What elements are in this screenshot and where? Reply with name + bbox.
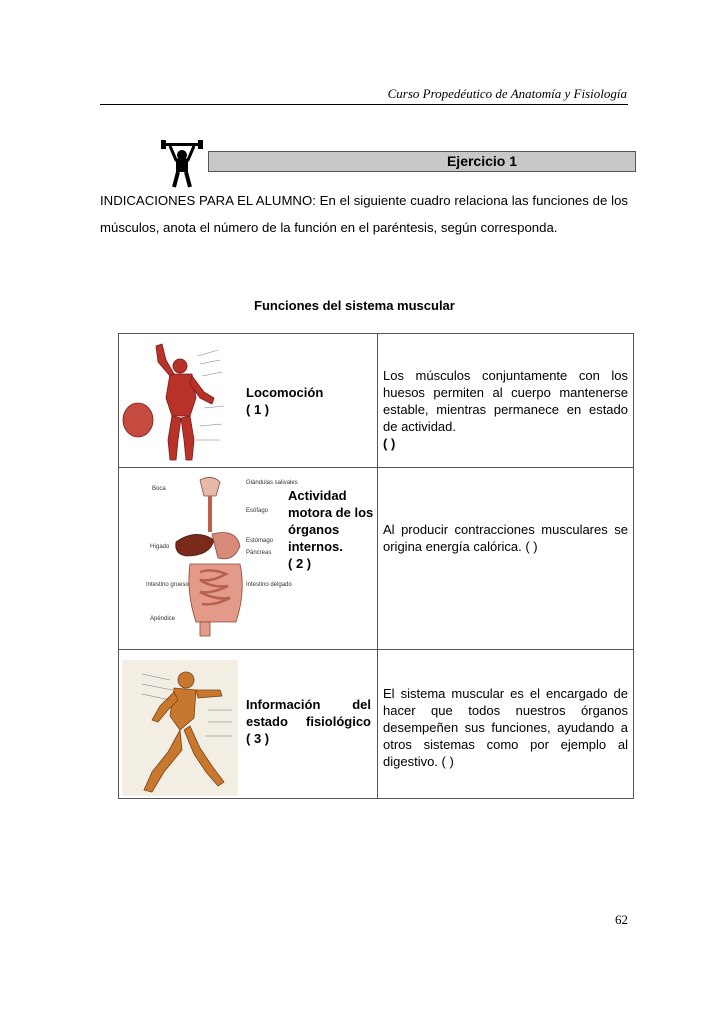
function-label-physiological: Información del estado fisiológico <box>246 697 371 729</box>
image-label-esofago: Esófago <box>246 508 269 514</box>
image-label-boca: Boca <box>152 486 166 492</box>
image-label-apendice: Apéndice <box>150 616 176 622</box>
anatomical-figure-image <box>122 660 238 796</box>
exercise-title: Ejercicio 1 <box>446 153 518 169</box>
muscular-system-image <box>120 336 232 466</box>
table-row-divider <box>118 649 634 650</box>
course-header: Curso Propedéutico de Anatomía y Fisiología <box>387 86 627 101</box>
function-description-2: Al producir contracciones musculares se origina energía calórica. ( ) <box>383 522 628 554</box>
section-title: Funciones del sistema muscular <box>254 298 455 313</box>
function-label-locomotion: Locomoción <box>246 385 324 400</box>
image-label-glandulas: Glándulas salivales <box>246 480 298 486</box>
function-description-1: Los músculos conjuntamente con los huesos permiten al cuerpo mantenerse estable, mientras permanece en estado de actividad. <box>383 368 628 434</box>
image-label-intestino-grueso: Intestino grueso <box>146 582 189 588</box>
function-number-3: ( 3 ) <box>246 731 270 746</box>
answer-parenthesis-1: ( ) <box>383 436 396 451</box>
header-rule <box>100 104 628 105</box>
instructions-paragraph: INDICACIONES PARA EL ALUMNO: En el siguiente cuadro relaciona las funciones de los músculos, anota el número de la función en el paréntesis, según corresponda. <box>100 193 628 235</box>
exercise-banner <box>208 151 636 172</box>
function-number-2: ( 2 ) <box>288 556 312 571</box>
image-label-estomago: Estómago <box>246 538 274 544</box>
page-number: 62 <box>615 912 628 927</box>
weightlifter-icon <box>160 140 204 188</box>
digestive-system-image <box>140 472 298 644</box>
table-row-divider <box>118 467 634 468</box>
image-label-intestino-delgado: Intestino delgado <box>246 582 292 588</box>
image-label-pancreas: Páncreas <box>246 550 272 556</box>
function-label-internal-motor: Actividad motora de los órganos internos. <box>288 488 374 554</box>
image-label-higado: Hígado <box>150 544 170 550</box>
function-description-3: El sistema muscular es el encargado de hacer que todos nuestros órganos desempeñen sus funciones, ayudando a otros sistemas como por ejemplo al digestivo. ( ) <box>383 686 628 769</box>
table-column-divider <box>377 333 378 799</box>
function-number-1: ( 1 ) <box>246 402 270 417</box>
